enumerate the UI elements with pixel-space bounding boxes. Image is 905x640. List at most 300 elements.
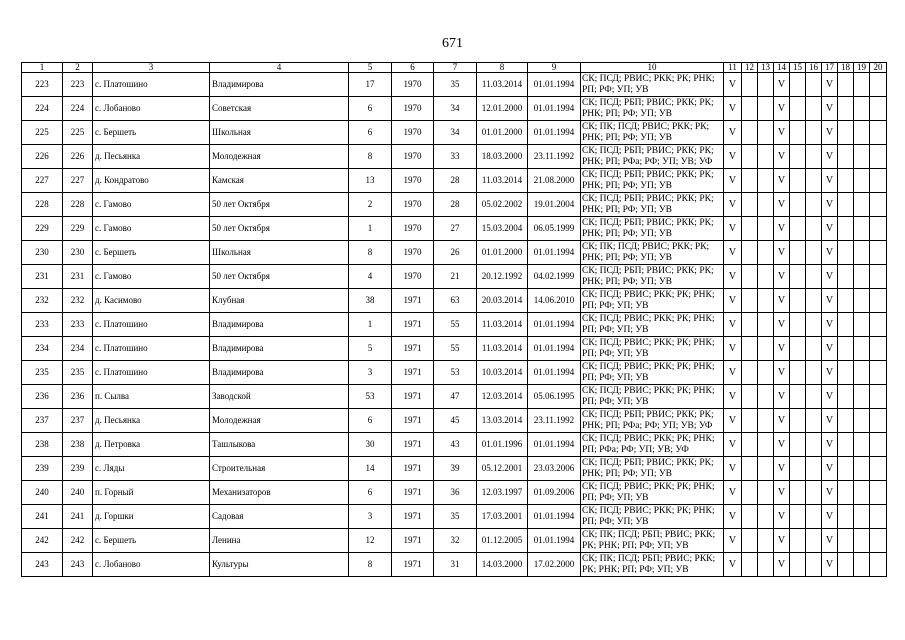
mark-cell: [742, 241, 758, 265]
locality-cell: п. Сылва: [93, 385, 210, 409]
date-cell: 01.01.2000: [477, 241, 528, 265]
year-cell: 1971: [392, 481, 434, 505]
mark-cell: V: [822, 529, 838, 553]
object-number-cell: 231: [63, 265, 93, 289]
mark-cell: V: [774, 169, 790, 193]
mark-cell: V: [724, 217, 742, 241]
row-number-cell: 223: [22, 73, 63, 97]
mark-cell: [806, 289, 822, 313]
mark-cell: [806, 457, 822, 481]
codes-cell: СК; ПСД; РВИС; РКК; РК; РНК; РП; РФ; УП; УВ: [581, 289, 724, 313]
mark-cell: [870, 241, 887, 265]
street-cell: Школьная: [210, 241, 349, 265]
mark-cell: [870, 265, 887, 289]
table-row: [22, 361, 887, 385]
mark-cell: [806, 553, 822, 577]
codes-cell: СК; ПСД; РБП; РВИС; РКК; РК; РНК; РП; РФ; УП; УВ: [581, 97, 724, 121]
mark-cell: [758, 145, 774, 169]
street-cell: Культуры: [210, 553, 349, 577]
mark-cell: V: [774, 409, 790, 433]
house-number-cell: 6: [349, 97, 392, 121]
mark-cell: V: [822, 265, 838, 289]
object-number-cell: 243: [63, 553, 93, 577]
mark-cell: [742, 433, 758, 457]
date-cell: 14.03.2000: [477, 553, 528, 577]
mark-cell: [758, 505, 774, 529]
date-cell: 12.03.2014: [477, 385, 528, 409]
mark-cell: [838, 169, 854, 193]
year-cell: 1971: [392, 553, 434, 577]
house-number-cell: 8: [349, 241, 392, 265]
house-number-cell: 12: [349, 529, 392, 553]
mark-cell: V: [822, 97, 838, 121]
street-cell: Школьная: [210, 121, 349, 145]
object-number-cell: 227: [63, 169, 93, 193]
locality-cell: с. Гамово: [93, 265, 210, 289]
mark-cell: V: [822, 481, 838, 505]
mark-cell: [838, 385, 854, 409]
mark-cell: [742, 361, 758, 385]
row-number-cell: 236: [22, 385, 63, 409]
mark-cell: V: [724, 313, 742, 337]
mark-cell: [806, 337, 822, 361]
mark-cell: [758, 217, 774, 241]
house-number-cell: 4: [349, 265, 392, 289]
date-cell: 21.08.2000: [528, 169, 581, 193]
value-cell: 43: [434, 433, 477, 457]
row-number-cell: 231: [22, 265, 63, 289]
mark-cell: [742, 169, 758, 193]
mark-cell: [838, 193, 854, 217]
mark-cell: V: [724, 409, 742, 433]
house-number-cell: 8: [349, 145, 392, 169]
table-row: [22, 121, 887, 145]
house-number-cell: 14: [349, 457, 392, 481]
table-row: [22, 97, 887, 121]
mark-cell: [838, 313, 854, 337]
mark-cell: [758, 457, 774, 481]
year-cell: 1970: [392, 145, 434, 169]
mark-cell: [854, 433, 870, 457]
mark-cell: [806, 121, 822, 145]
date-cell: 20.12.1992: [477, 265, 528, 289]
row-number-cell: 225: [22, 121, 63, 145]
mark-cell: [742, 265, 758, 289]
codes-cell: СК; ПСД; РВИС; РКК; РК; РНК; РП; РФ; УП; УВ: [581, 385, 724, 409]
mark-cell: [870, 529, 887, 553]
value-cell: 31: [434, 553, 477, 577]
year-cell: 1971: [392, 529, 434, 553]
mark-cell: [742, 409, 758, 433]
mark-cell: V: [774, 337, 790, 361]
locality-cell: с. Бершеть: [93, 241, 210, 265]
date-cell: 11.03.2014: [477, 313, 528, 337]
mark-cell: V: [774, 505, 790, 529]
date-cell: 01.01.1994: [528, 361, 581, 385]
codes-cell: СК; ПСД; РБП; РВИС; РКК; РК; РНК; РП; РФ; УП; УВ: [581, 265, 724, 289]
mark-cell: [854, 409, 870, 433]
mark-cell: [854, 553, 870, 577]
column-header-7: 7: [434, 63, 477, 73]
street-cell: 50 лет Октября: [210, 193, 349, 217]
column-header-16: 16: [806, 63, 822, 73]
row-number-cell: 242: [22, 529, 63, 553]
mark-cell: [790, 337, 806, 361]
mark-cell: [806, 529, 822, 553]
mark-cell: [742, 217, 758, 241]
column-header-17: 17: [822, 63, 838, 73]
year-cell: 1971: [392, 409, 434, 433]
mark-cell: [790, 529, 806, 553]
mark-cell: [790, 313, 806, 337]
mark-cell: [838, 121, 854, 145]
year-cell: 1971: [392, 313, 434, 337]
row-number-cell: 229: [22, 217, 63, 241]
object-number-cell: 226: [63, 145, 93, 169]
locality-cell: с. Платошино: [93, 337, 210, 361]
locality-cell: с. Бершеть: [93, 529, 210, 553]
mark-cell: [838, 505, 854, 529]
date-cell: 10.03.2014: [477, 361, 528, 385]
row-number-cell: 226: [22, 145, 63, 169]
locality-cell: с. Платошино: [93, 361, 210, 385]
codes-cell: СК; ПСД; РВИС; РКК; РК; РНК; РП; РФ; УП; УВ: [581, 361, 724, 385]
table-row: [22, 145, 887, 169]
row-number-cell: 228: [22, 193, 63, 217]
date-cell: 18.03.2000: [477, 145, 528, 169]
value-cell: 28: [434, 193, 477, 217]
mark-cell: V: [822, 241, 838, 265]
row-number-cell: 234: [22, 337, 63, 361]
locality-cell: д. Горшки: [93, 505, 210, 529]
mark-cell: [758, 193, 774, 217]
mark-cell: [758, 289, 774, 313]
object-number-cell: 239: [63, 457, 93, 481]
date-cell: 01.09.2006: [528, 481, 581, 505]
street-cell: 50 лет Октября: [210, 265, 349, 289]
date-cell: 01.01.1994: [528, 241, 581, 265]
locality-cell: с. Ляды: [93, 457, 210, 481]
date-cell: 01.01.1994: [528, 73, 581, 97]
mark-cell: [806, 409, 822, 433]
mark-cell: [854, 313, 870, 337]
column-header-20: 20: [870, 63, 887, 73]
mark-cell: [870, 361, 887, 385]
locality-cell: д. Песьянка: [93, 145, 210, 169]
table-row: [22, 433, 887, 457]
value-cell: 33: [434, 145, 477, 169]
mark-cell: [790, 457, 806, 481]
mark-cell: [870, 553, 887, 577]
date-cell: 17.02.2000: [528, 553, 581, 577]
mark-cell: [742, 193, 758, 217]
house-number-cell: 8: [349, 553, 392, 577]
mark-cell: [790, 121, 806, 145]
table-row: [22, 169, 887, 193]
locality-cell: д. Петровка: [93, 433, 210, 457]
date-cell: 05.06.1995: [528, 385, 581, 409]
date-cell: 01.01.1994: [528, 313, 581, 337]
mark-cell: V: [774, 217, 790, 241]
mark-cell: V: [774, 457, 790, 481]
mark-cell: [838, 457, 854, 481]
street-cell: Владимирова: [210, 73, 349, 97]
year-cell: 1970: [392, 265, 434, 289]
mark-cell: [758, 433, 774, 457]
mark-cell: [806, 313, 822, 337]
mark-cell: [790, 193, 806, 217]
mark-cell: [790, 481, 806, 505]
date-cell: 11.03.2014: [477, 337, 528, 361]
mark-cell: [838, 361, 854, 385]
house-number-cell: 3: [349, 505, 392, 529]
mark-cell: [758, 337, 774, 361]
mark-cell: [790, 553, 806, 577]
mark-cell: V: [822, 409, 838, 433]
object-number-cell: 229: [63, 217, 93, 241]
mark-cell: V: [822, 121, 838, 145]
locality-cell: с. Платошино: [93, 313, 210, 337]
column-header-18: 18: [838, 63, 854, 73]
mark-cell: [870, 193, 887, 217]
street-cell: Молодежная: [210, 409, 349, 433]
mark-cell: V: [822, 433, 838, 457]
mark-cell: [790, 433, 806, 457]
mark-cell: [870, 481, 887, 505]
mark-cell: [870, 73, 887, 97]
mark-cell: [806, 217, 822, 241]
year-cell: 1971: [392, 385, 434, 409]
value-cell: 35: [434, 73, 477, 97]
house-number-cell: 30: [349, 433, 392, 457]
object-number-cell: 242: [63, 529, 93, 553]
column-header-5: 5: [349, 63, 392, 73]
mark-cell: [870, 169, 887, 193]
date-cell: 19.01.2004: [528, 193, 581, 217]
date-cell: 11.03.2014: [477, 169, 528, 193]
house-number-cell: 17: [349, 73, 392, 97]
codes-cell: СК; ПСД; РБП; РВИС; РКК; РК; РНК; РП; РФ; УП; УВ: [581, 169, 724, 193]
codes-cell: СК; ПК; ПСД; РБП; РВИС; РКК; РК; РНК; РП; РФ; УП; УВ: [581, 529, 724, 553]
mark-cell: V: [774, 289, 790, 313]
table-row: [22, 409, 887, 433]
mark-cell: [806, 97, 822, 121]
mark-cell: [838, 145, 854, 169]
mark-cell: [758, 313, 774, 337]
house-number-cell: 38: [349, 289, 392, 313]
row-number-cell: 243: [22, 553, 63, 577]
mark-cell: [742, 337, 758, 361]
mark-cell: [870, 505, 887, 529]
object-number-cell: 233: [63, 313, 93, 337]
mark-cell: V: [822, 553, 838, 577]
mark-cell: V: [774, 361, 790, 385]
table-header-row: [22, 63, 887, 73]
mark-cell: [854, 265, 870, 289]
object-number-cell: 238: [63, 433, 93, 457]
object-number-cell: 235: [63, 361, 93, 385]
date-cell: 17.03.2001: [477, 505, 528, 529]
street-cell: Молодежная: [210, 145, 349, 169]
value-cell: 53: [434, 361, 477, 385]
mark-cell: [870, 97, 887, 121]
mark-cell: V: [822, 193, 838, 217]
mark-cell: V: [724, 337, 742, 361]
year-cell: 1970: [392, 121, 434, 145]
date-cell: 01.01.1994: [528, 121, 581, 145]
mark-cell: [758, 73, 774, 97]
date-cell: 04.02.1999: [528, 265, 581, 289]
mark-cell: [854, 505, 870, 529]
year-cell: 1971: [392, 361, 434, 385]
mark-cell: [790, 97, 806, 121]
row-number-cell: 224: [22, 97, 63, 121]
street-cell: Клубная: [210, 289, 349, 313]
mark-cell: [758, 529, 774, 553]
mark-cell: [870, 457, 887, 481]
mark-cell: [854, 361, 870, 385]
year-cell: 1970: [392, 73, 434, 97]
mark-cell: V: [724, 433, 742, 457]
locality-cell: с. Платошино: [93, 73, 210, 97]
mark-cell: [870, 145, 887, 169]
mark-cell: [742, 529, 758, 553]
mark-cell: V: [822, 217, 838, 241]
mark-cell: [790, 145, 806, 169]
mark-cell: [838, 433, 854, 457]
column-header-10: 10: [581, 63, 724, 73]
mark-cell: [790, 265, 806, 289]
codes-cell: СК; ПК; ПСД; РБП; РВИС; РКК; РК; РНК; РП; РФ; УП; УВ: [581, 553, 724, 577]
locality-cell: с. Гамово: [93, 217, 210, 241]
value-cell: 35: [434, 505, 477, 529]
codes-cell: СК; ПСД; РВИС; РКК; РК; РНК; РП; РФа; РФ; УП; УВ; УФ: [581, 433, 724, 457]
mark-cell: [806, 361, 822, 385]
date-cell: 01.01.2000: [477, 121, 528, 145]
mark-cell: V: [822, 145, 838, 169]
street-cell: Владимирова: [210, 361, 349, 385]
mark-cell: [854, 193, 870, 217]
mark-cell: [758, 481, 774, 505]
date-cell: 01.12.2005: [477, 529, 528, 553]
mark-cell: V: [822, 289, 838, 313]
mark-cell: [742, 289, 758, 313]
column-header-6: 6: [392, 63, 434, 73]
mark-cell: [854, 289, 870, 313]
codes-cell: СК; ПСД; РВИС; РКК; РК; РНК; РП; РФ; УП; УВ: [581, 337, 724, 361]
mark-cell: V: [724, 169, 742, 193]
mark-cell: V: [724, 289, 742, 313]
mark-cell: V: [724, 385, 742, 409]
mark-cell: V: [724, 193, 742, 217]
mark-cell: [806, 193, 822, 217]
locality-cell: д. Песьянка: [93, 409, 210, 433]
object-number-cell: 234: [63, 337, 93, 361]
mark-cell: [838, 529, 854, 553]
date-cell: 01.01.1994: [528, 97, 581, 121]
mark-cell: [806, 433, 822, 457]
locality-cell: с. Гамово: [93, 193, 210, 217]
row-number-cell: 230: [22, 241, 63, 265]
mark-cell: [790, 385, 806, 409]
mark-cell: [854, 73, 870, 97]
mark-cell: V: [774, 313, 790, 337]
table-row: [22, 529, 887, 553]
row-number-cell: 237: [22, 409, 63, 433]
mark-cell: V: [724, 529, 742, 553]
value-cell: 27: [434, 217, 477, 241]
mark-cell: [838, 97, 854, 121]
table-row: [22, 193, 887, 217]
mark-cell: [742, 121, 758, 145]
mark-cell: V: [774, 433, 790, 457]
mark-cell: [854, 337, 870, 361]
mark-cell: [790, 409, 806, 433]
mark-cell: [742, 385, 758, 409]
value-cell: 55: [434, 337, 477, 361]
mark-cell: [838, 265, 854, 289]
mark-cell: V: [822, 457, 838, 481]
mark-cell: V: [724, 457, 742, 481]
house-number-cell: 6: [349, 121, 392, 145]
codes-cell: СК; ПСД; РБП; РВИС; РКК; РК; РНК; РП; РФа; РФ; УП; УВ; УФ: [581, 409, 724, 433]
mark-cell: [838, 73, 854, 97]
table-row: [22, 217, 887, 241]
column-header-3: 3: [93, 63, 210, 73]
object-number-cell: 225: [63, 121, 93, 145]
house-number-cell: 53: [349, 385, 392, 409]
table-row: [22, 553, 887, 577]
value-cell: 26: [434, 241, 477, 265]
mark-cell: [742, 457, 758, 481]
date-cell: 14.06.2010: [528, 289, 581, 313]
date-cell: 05.12.2001: [477, 457, 528, 481]
column-header-12: 12: [742, 63, 758, 73]
row-number-cell: 235: [22, 361, 63, 385]
table-row: [22, 73, 887, 97]
house-number-cell: 5: [349, 337, 392, 361]
mark-cell: V: [774, 553, 790, 577]
mark-cell: [854, 481, 870, 505]
value-cell: 45: [434, 409, 477, 433]
mark-cell: [742, 481, 758, 505]
street-cell: Ленина: [210, 529, 349, 553]
date-cell: 20.03.2014: [477, 289, 528, 313]
object-number-cell: 232: [63, 289, 93, 313]
mark-cell: [870, 337, 887, 361]
mark-cell: V: [774, 121, 790, 145]
mark-cell: [870, 433, 887, 457]
mark-cell: [790, 73, 806, 97]
date-cell: 01.01.1994: [528, 505, 581, 529]
mark-cell: V: [724, 553, 742, 577]
locality-cell: д. Кондратово: [93, 169, 210, 193]
mark-cell: [790, 505, 806, 529]
mark-cell: [806, 481, 822, 505]
codes-cell: СК; ПСД; РБП; РВИС; РКК; РК; РНК; РП; РФа; РФ; УП; УВ; УФ: [581, 145, 724, 169]
year-cell: 1970: [392, 97, 434, 121]
codes-cell: СК; ПСД; РВИС; РКК; РК; РНК; РП; РФ; УП; УВ: [581, 505, 724, 529]
mark-cell: [758, 169, 774, 193]
mark-cell: V: [724, 241, 742, 265]
row-number-cell: 233: [22, 313, 63, 337]
year-cell: 1971: [392, 289, 434, 313]
mark-cell: V: [774, 385, 790, 409]
mark-cell: [806, 505, 822, 529]
column-header-14: 14: [774, 63, 790, 73]
mark-cell: [758, 361, 774, 385]
date-cell: 01.01.1996: [477, 433, 528, 457]
